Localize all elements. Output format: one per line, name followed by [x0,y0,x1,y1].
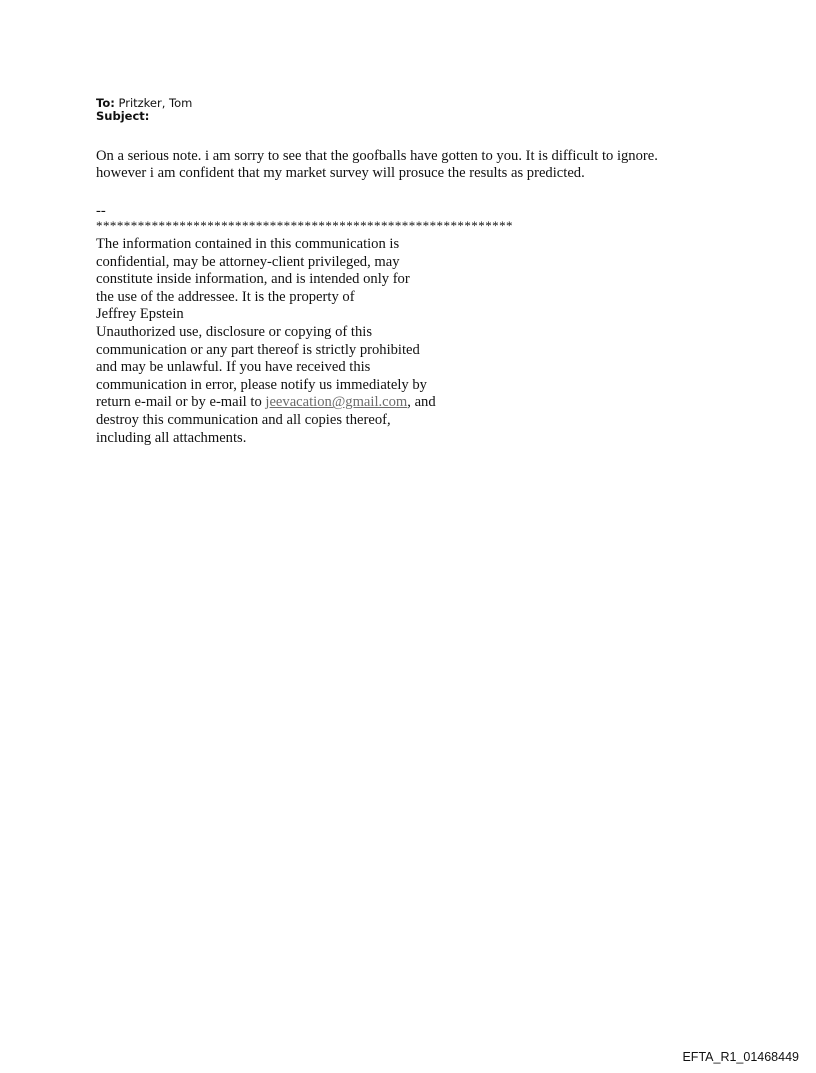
disclaimer-line: constitute inside information, and is intended only for [96,271,410,288]
disclaimer-line-email [96,394,736,412]
disclaimer-line: destroy this communication and all copies thereof, [96,411,391,428]
to-value: Pritzker, Tom [118,96,193,110]
return-suffix: , and [407,394,436,411]
subject-label: Subject: [96,109,150,123]
return-prefix: return e-mail or by e-mail to [96,394,266,411]
document-id: EFTA_R1_01468449 [682,1050,799,1064]
signature-block [96,204,736,447]
signature-separator: -- [96,203,106,219]
disclaimer-line: communication or any part thereof is strictly prohibited [96,341,420,358]
body-line-1: On a serious note. i am sorry to see that the goofballs have gotten to you. It is difficult to ignore. [96,148,658,164]
body-line-2: however i am confident that my market survey will prosuce the results as predicted. [96,165,585,181]
asterisk-divider: ************************************************************ [96,218,513,233]
disclaimer-line: confidential, may be attorney-client privileged, may [96,253,400,270]
disclaimer-line: the use of the addressee. It is the property of [96,288,355,305]
disclaimer-line: Jeffrey Epstein [96,306,184,323]
disclaimer-line: communication in error, please notify us immediately by [96,376,427,393]
subject-row [96,110,192,123]
disclaimer-line: The information contained in this communication is [96,236,400,252]
email-link[interactable]: jeevacation@gmail.com [265,394,408,411]
disclaimer-line: including all attachments. [96,429,247,446]
disclaimer-line: Unauthorized use, disclosure or copying of this [96,323,373,340]
to-label: To: [96,96,115,110]
disclaimer-line: and may be unlawful. If you have received this [96,359,371,376]
email-header [96,97,192,123]
email-body [96,148,736,182]
confidentiality-disclaimer [96,236,736,447]
